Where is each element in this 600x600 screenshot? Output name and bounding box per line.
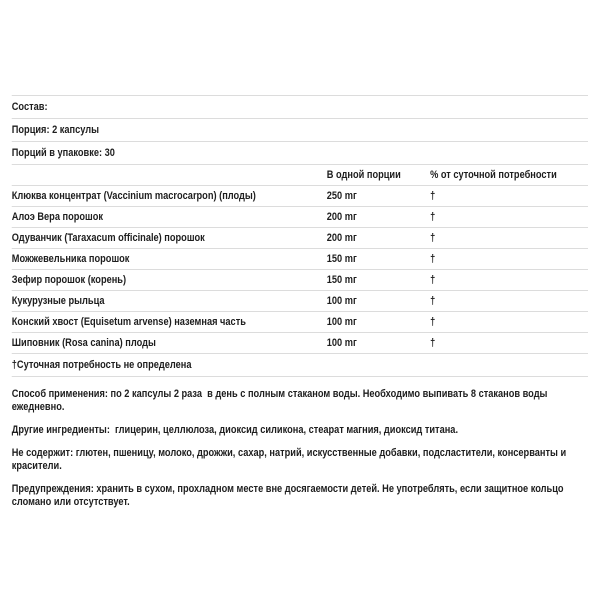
column-header-amount: В одной порции bbox=[326, 169, 401, 181]
daily-value-dagger: † bbox=[430, 253, 436, 265]
warnings-paragraph: Предупреждения: хранить в сухом, прохладном месте вне досягаемости детей. Не употреблять, если защитное кольцо сломано или отсутствует. bbox=[11, 483, 567, 508]
table-header-row bbox=[12, 165, 588, 186]
ingredient-name: Одуванчик (Taraxacum officinale) порошок bbox=[11, 232, 205, 244]
supplement-facts-table bbox=[12, 95, 588, 377]
ingredient-name: Можжевельника порошок bbox=[11, 253, 130, 265]
composition-row bbox=[12, 96, 588, 119]
directions-paragraph: Способ применения: по 2 капсулы 2 раза в день с полным стаканом воды. Необходимо выпивать 8 стаканов воды ежедневно. bbox=[11, 388, 551, 413]
ingredient-name: Зефир порошок (корень) bbox=[11, 274, 127, 286]
column-header-daily-value: % от суточной потребности bbox=[430, 169, 557, 181]
table-row bbox=[12, 186, 588, 207]
daily-value-dagger: † bbox=[430, 232, 436, 244]
ingredient-name: Алоэ Вера порошок bbox=[11, 211, 104, 223]
daily-value-dagger: † bbox=[430, 190, 436, 202]
daily-value-dagger: † bbox=[430, 337, 436, 349]
ingredient-amount: 200 mг bbox=[326, 211, 357, 223]
ingredient-amount: 100 mг bbox=[326, 316, 357, 328]
allergen-free-paragraph: Не содержит: глютен, пшеницу, молоко, дрожжи, сахар, натрий, искусственные добавки, подсластители, консерванты и красители. bbox=[11, 447, 569, 472]
daily-value-dagger: † bbox=[430, 211, 436, 223]
table-row bbox=[12, 291, 588, 312]
ingredient-name: Клюква концентрат (Vaccinium macrocarpon) (плоды) bbox=[11, 190, 256, 202]
table-row bbox=[12, 270, 588, 291]
table-row bbox=[12, 228, 588, 249]
servings-per-container-row bbox=[12, 142, 588, 165]
table-row bbox=[12, 312, 588, 333]
label-paragraphs bbox=[12, 388, 588, 509]
ingredient-amount: 100 mг bbox=[326, 295, 357, 307]
table-row bbox=[12, 249, 588, 270]
serving-size-label: Порция: 2 капсулы bbox=[11, 124, 100, 136]
servings-per-container-label: Порций в упаковке: 30 bbox=[11, 147, 115, 159]
ingredient-amount: 100 mг bbox=[326, 337, 357, 349]
ingredient-amount: 250 mг bbox=[326, 190, 357, 202]
ingredient-name: Кукурузные рыльца bbox=[11, 295, 105, 307]
other-ingredients-paragraph: Другие ингредиенты: глицерин, целлюлоза, диоксид силикона, стеарат магния, диоксид титана. bbox=[11, 424, 459, 436]
footnote-row bbox=[12, 354, 588, 377]
daily-value-dagger: † bbox=[430, 295, 436, 307]
ingredient-amount: 200 mг bbox=[326, 232, 357, 244]
ingredient-amount: 150 mг bbox=[326, 253, 357, 265]
footnote: †Суточная потребность не определена bbox=[11, 359, 192, 371]
serving-size-row bbox=[12, 119, 588, 142]
composition-label: Состав: bbox=[11, 101, 48, 113]
ingredient-name: Шиповник (Rosa canina) плоды bbox=[11, 337, 156, 349]
ingredient-amount: 150 mг bbox=[326, 274, 357, 286]
table-row bbox=[12, 333, 588, 354]
table-row bbox=[12, 207, 588, 228]
ingredient-name: Конский хвост (Equisetum arvense) наземная часть bbox=[11, 316, 246, 328]
daily-value-dagger: † bbox=[430, 316, 436, 328]
daily-value-dagger: † bbox=[430, 274, 436, 286]
